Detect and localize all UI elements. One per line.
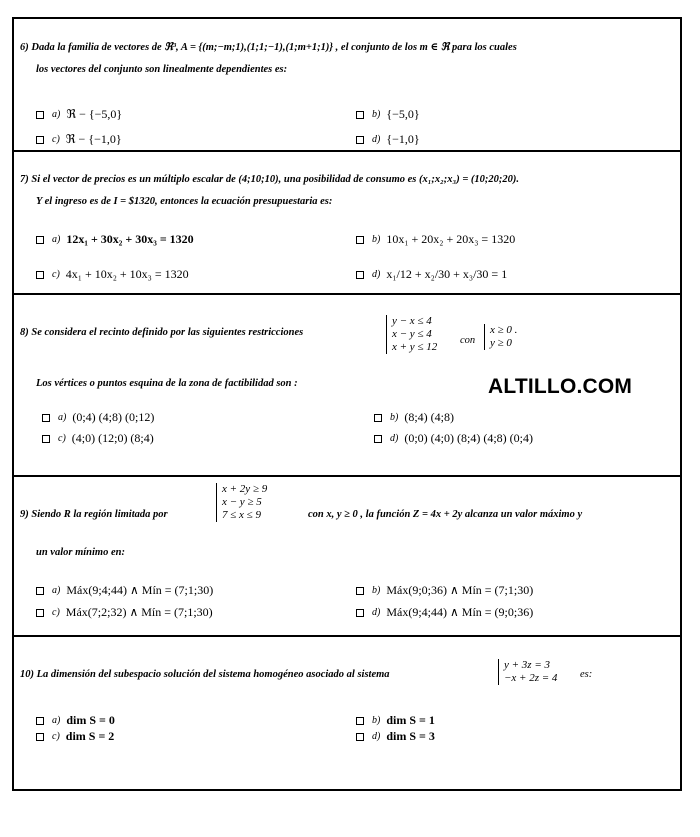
q10-statement-line1: 10) La dimensión del subespacio solución del sistema homogéneo asociado al sistema	[20, 669, 390, 680]
checkbox-icon[interactable]	[356, 136, 364, 144]
q9-statement-line2: un valor mínimo en:	[36, 547, 125, 558]
q8-option-c[interactable]: c) (4;0) (12;0) (8;4)	[42, 431, 154, 446]
checkbox-icon[interactable]	[356, 587, 364, 595]
checkbox-icon[interactable]	[356, 717, 364, 725]
checkbox-icon[interactable]	[356, 271, 364, 279]
q8-con-label: con	[460, 335, 476, 346]
question-6	[14, 19, 680, 152]
q7-option-c[interactable]: c) 4x₁ + 10x₂ + 10x₃ = 1320	[36, 267, 189, 282]
q7-option-a[interactable]: a) 12x₁ + 30x₂ + 30x₃ = 1320	[36, 232, 194, 247]
q6-statement-line1: 6) Dada la familia de vectores de ℜ³, A = {(m;−m;1),(1;1;−1),(1;m+1;1)} , el conjunto de los m ∈ ℜ para los cuales	[20, 42, 517, 53]
q6-option-b[interactable]: b) {−5,0}	[356, 107, 420, 122]
q7-option-d[interactable]: d) x₁/12 + x₂/30 + x₃/30 = 1	[356, 267, 507, 282]
q9-statement-line1b: con x, y ≥ 0 , la función Z = 4x + 2y alcanza un valor máximo y	[308, 509, 583, 520]
q8-statement-line1: 8) Se considera el recinto definido por las siguientes restricciones	[20, 327, 304, 338]
q7-option-b[interactable]: b) 10x₁ + 20x₂ + 20x₃ = 1320	[356, 232, 515, 247]
checkbox-icon[interactable]	[42, 414, 50, 422]
q8-option-d[interactable]: d) (0;0) (4;0) (8;4) (4;8) (0;4)	[374, 431, 533, 446]
q9-constraint-system: x + 2y ≥ 9 x − y ≥ 5 7 ≤ x ≤ 9	[216, 483, 267, 522]
checkbox-icon[interactable]	[36, 733, 44, 741]
q9-option-b[interactable]: b) Máx(9;0;36) ∧ Mín = (7;1;30)	[356, 583, 533, 598]
altillo-watermark: ALTILLO.COM	[488, 375, 633, 398]
checkbox-icon[interactable]	[374, 435, 382, 443]
q9-option-c[interactable]: c) Máx(7;2;32) ∧ Mín = (7;1;30)	[36, 605, 213, 620]
checkbox-icon[interactable]	[356, 609, 364, 617]
checkbox-icon[interactable]	[36, 271, 44, 279]
question-10	[14, 637, 680, 791]
q8-option-a[interactable]: a) (0;4) (4;8) (0;12)	[42, 410, 154, 425]
checkbox-icon[interactable]	[36, 236, 44, 244]
checkbox-icon[interactable]	[42, 435, 50, 443]
checkbox-icon[interactable]	[36, 609, 44, 617]
q9-statement-line1: 9) Siendo R la región limitada por	[20, 509, 168, 520]
q9-option-d[interactable]: d) Máx(9;4;44) ∧ Mín = (9;0;36)	[356, 605, 533, 620]
checkbox-icon[interactable]	[36, 587, 44, 595]
exam-frame	[12, 17, 682, 791]
checkbox-icon[interactable]	[36, 717, 44, 725]
checkbox-icon[interactable]	[36, 136, 44, 144]
q7-statement-line1: 7) Si el vector de precios es un múltiplo escalar de (4;10;10), una posibilidad de consumo es (x₁;x₂;x₃) = (10;20;20).	[20, 174, 520, 185]
q10-system: y + 3z = 3 −x + 2z = 4	[498, 659, 557, 685]
q10-es-label: es:	[580, 669, 593, 680]
checkbox-icon[interactable]	[356, 733, 364, 741]
q10-option-b[interactable]: b) dim S = 1	[356, 713, 435, 728]
checkbox-icon[interactable]	[356, 236, 364, 244]
question-7	[14, 152, 680, 295]
question-8	[14, 295, 680, 477]
q10-option-d[interactable]: d) dim S = 3	[356, 729, 435, 744]
q7-statement-line2: Y el ingreso es de I = $1320, entonces la ecuación presupuestaria es:	[36, 196, 333, 207]
q6-option-c[interactable]: c) ℜ − {−1,0}	[36, 132, 122, 147]
checkbox-icon[interactable]	[374, 414, 382, 422]
q10-option-a[interactable]: a) dim S = 0	[36, 713, 115, 728]
checkbox-icon[interactable]	[36, 111, 44, 119]
q10-option-c[interactable]: c) dim S = 2	[36, 729, 114, 744]
question-9	[14, 477, 680, 637]
q6-option-a[interactable]: a) ℜ − {−5,0}	[36, 107, 122, 122]
q8-nonnegativity-system: x ≥ 0 . y ≥ 0	[484, 324, 517, 350]
q8-constraint-system: y − x ≤ 4 x − y ≤ 4 x + y ≤ 12	[386, 315, 437, 354]
q6-statement-line2: los vectores del conjunto son linealmente dependientes es:	[36, 64, 288, 75]
q8-option-b[interactable]: b) (8;4) (4;8)	[374, 410, 454, 425]
q8-statement-line2: Los vértices o puntos esquina de la zona de factibilidad son :	[36, 378, 298, 389]
q9-option-a[interactable]: a) Máx(9;4;44) ∧ Mín = (7;1;30)	[36, 583, 213, 598]
checkbox-icon[interactable]	[356, 111, 364, 119]
q6-option-d[interactable]: d) {−1,0}	[356, 132, 420, 147]
